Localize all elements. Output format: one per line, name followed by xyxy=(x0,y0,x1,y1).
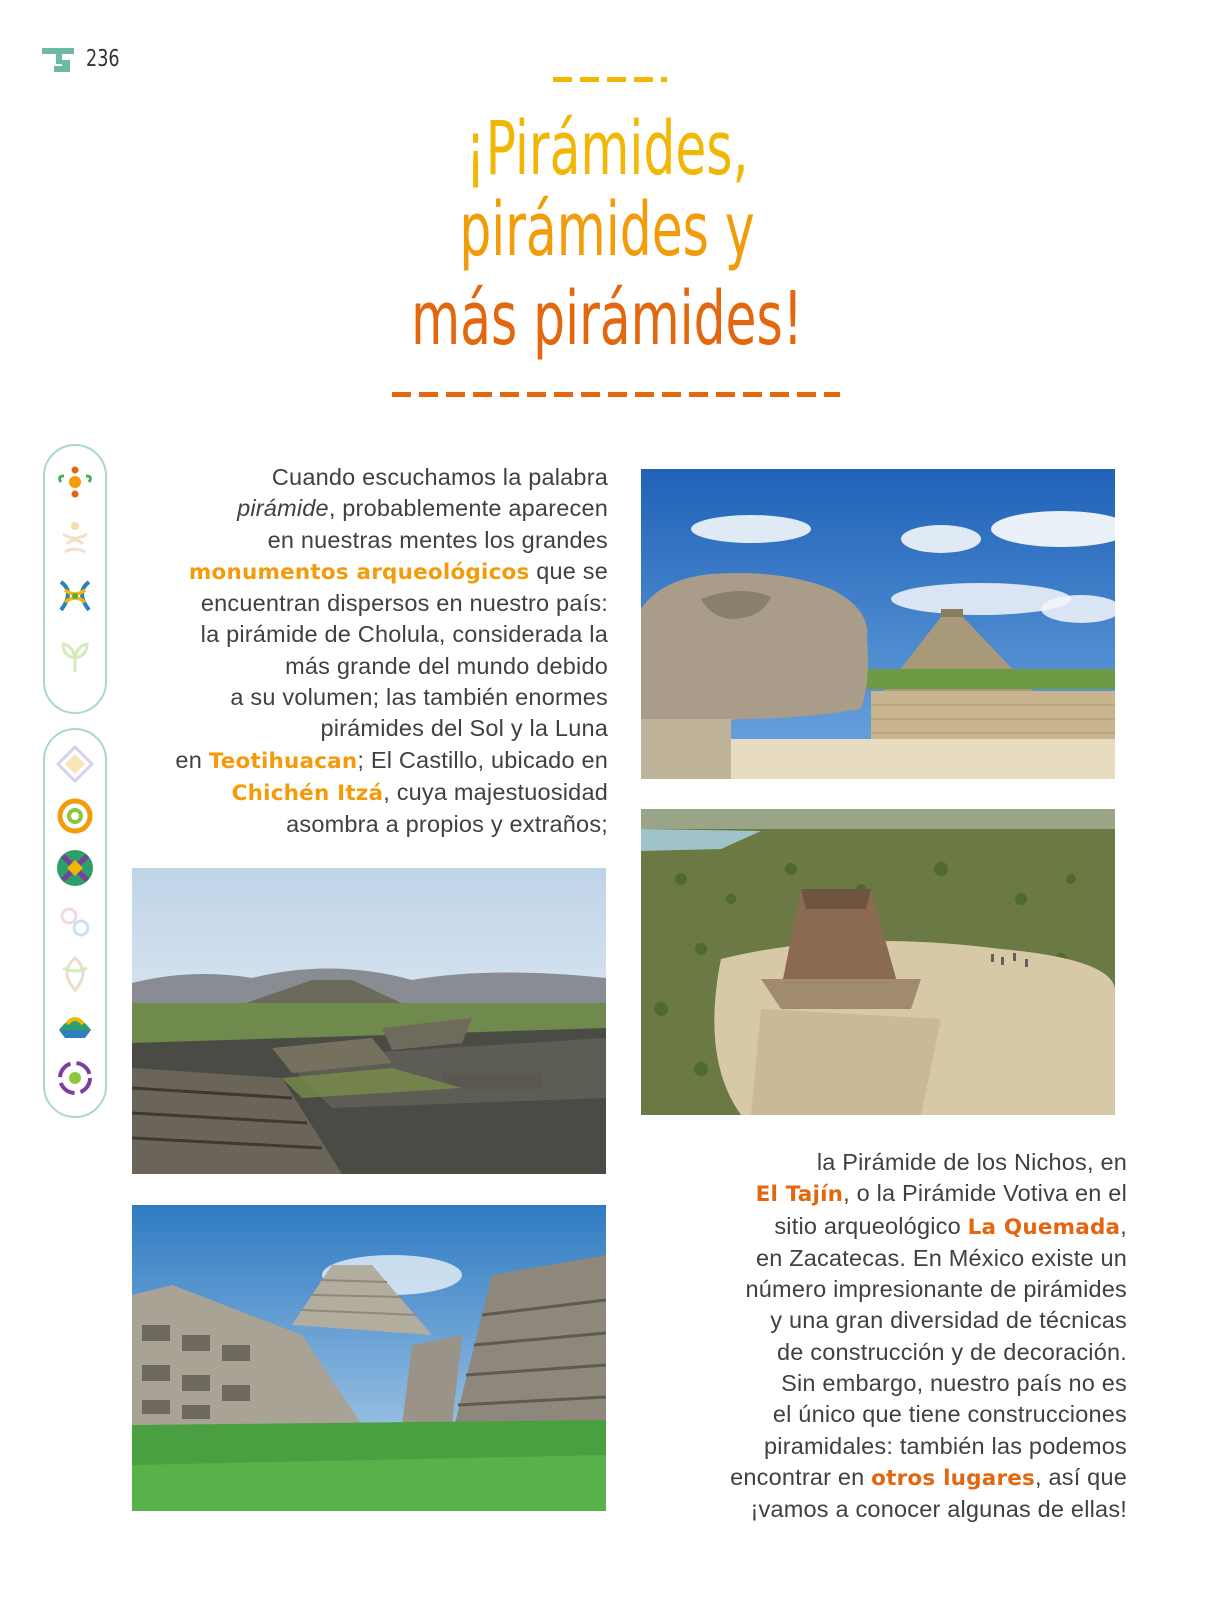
text-line: de construcción y de decoración. xyxy=(777,1338,1127,1365)
sidebar-group-1 xyxy=(43,444,107,714)
text-line: Sin embargo, nuestro país no es xyxy=(781,1370,1127,1397)
title-dash-bottom xyxy=(392,392,840,397)
photo-teotihuacan xyxy=(132,868,606,1174)
spiral-figure-icon xyxy=(55,518,95,558)
text-line: , probablemente aparecen xyxy=(328,495,608,522)
text-line: , xyxy=(1120,1212,1127,1239)
continuation-paragraph xyxy=(665,1147,1127,1526)
photo-chichen-itza xyxy=(641,469,1115,779)
burst-icon xyxy=(55,1058,95,1098)
intro-paragraph xyxy=(125,462,608,841)
title-dash-top xyxy=(553,77,667,82)
text-line: la Pirámide de los Nichos, en xyxy=(816,1149,1127,1175)
text-line: ; El Castillo, ubicado en xyxy=(357,746,608,773)
text-line: el único que tiene construcciones xyxy=(772,1401,1127,1428)
text-line: asombra a propios y extraños; xyxy=(286,811,608,838)
crossed-figure-icon xyxy=(55,576,95,616)
text-line: Cuando escuchamos la palabra xyxy=(271,464,608,490)
text-line: en Zacatecas. En México existe un xyxy=(755,1244,1127,1271)
text-line: , cuya majestuosidad xyxy=(383,778,608,805)
text-line: que se xyxy=(529,557,608,584)
title-line-3: más pirámides! xyxy=(411,276,803,362)
glyph-icon xyxy=(40,42,78,76)
text-line: encuentran dispersos en nuestro país: xyxy=(200,590,608,617)
page-number xyxy=(40,42,126,76)
title-line-2: pirámides y xyxy=(459,187,755,273)
text-line: piramidales: también las podemos xyxy=(764,1432,1127,1459)
text-line: más grande del mundo debido xyxy=(285,652,608,679)
page-number-label: 236 xyxy=(86,46,120,72)
x-square-icon xyxy=(55,848,95,888)
text-line: en nuestras mentes los grandes xyxy=(267,526,608,553)
swirl-icon xyxy=(55,796,95,836)
text-line: en xyxy=(175,746,209,773)
text-line: la pirámide de Cholula, considerada la xyxy=(200,621,608,648)
fan-icon xyxy=(55,1006,95,1046)
text-line: número impresionante de pirámides xyxy=(745,1276,1127,1303)
keyword-highlight: monumentos arqueológicos xyxy=(188,559,530,585)
text-line: ¡vamos a conocer algunas de ellas! xyxy=(750,1496,1127,1523)
leaf-icon xyxy=(55,954,95,994)
title-line-1: ¡Pirámides, xyxy=(465,106,749,192)
text-line: a su volumen; las también enormes xyxy=(230,684,608,711)
keyword-highlight: Chichén Itzá xyxy=(231,780,384,806)
photo-el-tajin xyxy=(132,1205,606,1511)
text-line: pirámides del Sol y la Luna xyxy=(320,715,608,742)
flower-icon xyxy=(55,462,95,502)
keyword-highlight: otros lugares xyxy=(871,1465,1036,1491)
keyword-highlight: Teotihuacan xyxy=(208,748,358,774)
diamond-icon xyxy=(55,744,95,784)
keyword-highlight: La Quemada xyxy=(967,1214,1121,1240)
photo-la-quemada xyxy=(641,809,1115,1115)
keyword-highlight: El Tajín xyxy=(755,1182,844,1208)
text-line: sitio arqueológico xyxy=(774,1212,968,1239)
sprout-icon xyxy=(55,636,95,676)
text-line: , así que xyxy=(1035,1463,1127,1490)
sidebar-group-2 xyxy=(43,728,107,1118)
text-line: , o la Pirámide Votiva en el xyxy=(843,1180,1127,1207)
text-line: y una gran diversidad de técnicas xyxy=(770,1307,1127,1334)
text-line: encontrar en xyxy=(730,1463,872,1490)
loops-icon xyxy=(55,902,95,942)
italic-word: pirámide xyxy=(237,495,329,522)
